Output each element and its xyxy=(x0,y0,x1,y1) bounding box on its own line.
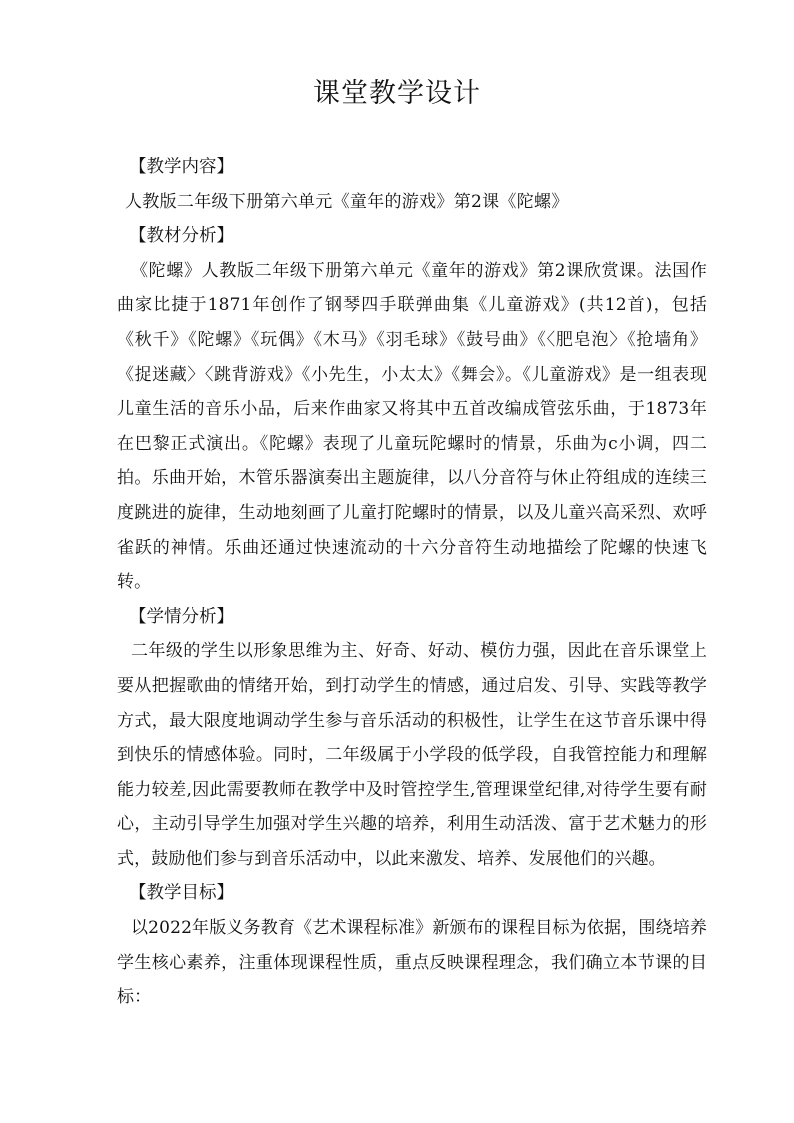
section-heading-teaching-content: 【教学内容】 xyxy=(129,157,234,177)
section-heading-teaching-goals: 【教学目标】 xyxy=(129,883,234,904)
section-student-analysis xyxy=(117,600,707,877)
section-material-analysis xyxy=(117,219,707,600)
section-heading-student-analysis: 【学情分析】 xyxy=(129,606,234,627)
document-body xyxy=(117,150,707,1015)
student-analysis-paragraph: 二年级的学生以形象思维为主、好奇、好动、模仿力强，因此在音乐课堂上要从把握歌曲的情绪开始，到打动学生的情感，通过启发、引导、实践等教学方式，最大限度地调动学生参与音乐活动的积极性，让学生在这节音乐课中得到快乐的情感体验。同时，二年级属于小学段的低学段，自我管控能力和理解能力较差,因此需要教师在教学中及时管控学生,管理课堂纪律,对待学生要有耐心，主动引导学生加强对学生兴趣的培养，利用生动活泼、富于艺术魅力的形式，鼓励他们参与到音乐活动中，以此来激发、培养、发展他们的兴趣。 xyxy=(117,641,707,869)
material-analysis-paragraph: 《陀螺》人教版二年级下册第六单元《童年的游戏》第2课欣赏课。法国作曲家比捷于1871年创作了钢琴四手联弹曲集《儿童游戏》(共12首)，包括《秋千》《陀螺》《玩偶》《木马》《羽毛球》《鼓号曲》《〈肥皂泡〉《抢墙角》《捉迷藏〉〈跳背游戏》《小先生，小太太》《舞会》。《儿童游戏》是一组表现儿童生活的音乐小品，后来作曲家又将其中五首改编成管弦乐曲，于1873年在巴黎正式演出。《陀螺》表现了儿童玩陀螺时的情景，乐曲为c小调，四二拍。乐曲开始，木管乐器演奏出主题旋律，以八分音符与休止符组成的连续三度跳进的旋律，生动地刻画了儿童打陀螺时的情景，以及儿童兴高采烈、欢呼雀跃的神情。乐曲还通过快速流动的十六分音符生动地描绘了陀螺的快速飞转。 xyxy=(117,260,707,593)
section-heading-material-analysis: 【教材分析】 xyxy=(129,226,234,247)
teaching-content-text: 人教版二年级下册第六单元《童年的游戏》第2课《陀螺》 xyxy=(125,191,569,212)
document-title: 课堂教学设计 xyxy=(313,78,481,109)
section-teaching-goals xyxy=(117,876,707,1014)
teaching-goals-paragraph: 以2022年版义务教育《艺术课程标准》新颁布的课程目标为依据，围绕培养学生核心素养，注重体现课程性质，重点反映课程理念，我们确立本节课的目标： xyxy=(117,918,707,1008)
section-teaching-content xyxy=(117,150,707,219)
